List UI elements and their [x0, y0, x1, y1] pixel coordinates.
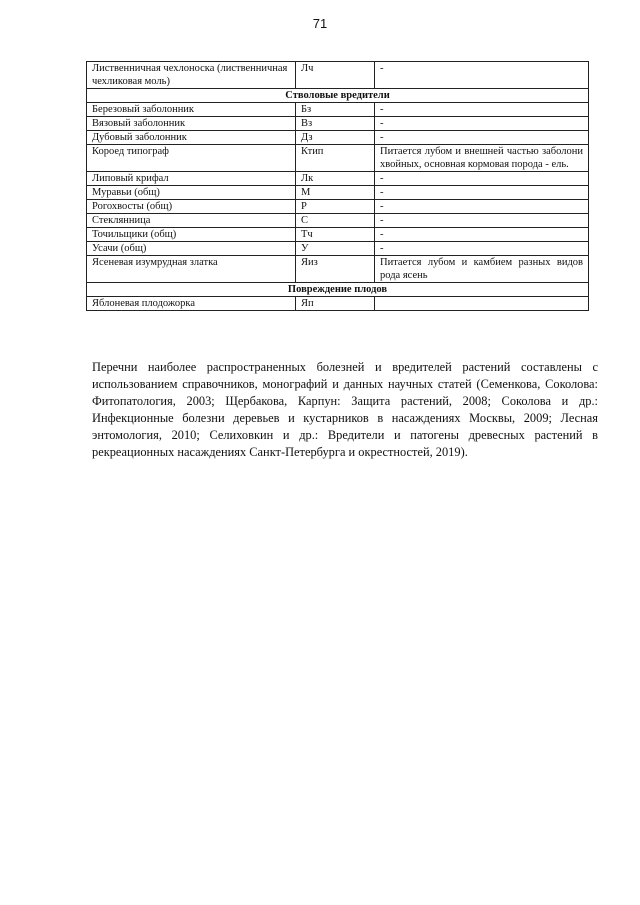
table-row [87, 242, 589, 256]
pest-name-cell: Рогохвосты (общ) [87, 200, 296, 214]
table-section-header [87, 89, 589, 103]
pest-note-cell: - [375, 103, 589, 117]
pest-name-cell: Точильщики (общ) [87, 228, 296, 242]
pest-name-cell: Березовый заболонник [87, 103, 296, 117]
table-row [87, 214, 589, 228]
pest-name-cell: Стеклянница [87, 214, 296, 228]
pest-note-cell [375, 297, 589, 311]
table-row [87, 117, 589, 131]
table-row [87, 62, 589, 89]
pest-code-cell: Ктип [296, 145, 375, 172]
pest-name-cell: Яблоневая плодожорка [87, 297, 296, 311]
table-row [87, 145, 589, 172]
pest-note-cell: - [375, 131, 589, 145]
pest-code-cell: Яп [296, 297, 375, 311]
table-row [87, 172, 589, 186]
pest-note-cell: - [375, 228, 589, 242]
pest-table [86, 61, 589, 311]
pest-code-cell: У [296, 242, 375, 256]
pest-code-cell: Вз [296, 117, 375, 131]
pest-note-cell: - [375, 186, 589, 200]
section-title: Повреждение плодов [87, 283, 589, 297]
table-row [87, 103, 589, 117]
pest-name-cell: Лиственничная чехлоноска (лиственничная чехликовая моль) [87, 62, 296, 89]
pest-code-cell: Яиз [296, 256, 375, 283]
pest-code-cell: Дз [296, 131, 375, 145]
pest-code-cell: Р [296, 200, 375, 214]
pest-code-cell: Лч [296, 62, 375, 89]
table-row [87, 131, 589, 145]
table-section-header [87, 283, 589, 297]
table-row [87, 186, 589, 200]
pest-note-cell: - [375, 62, 589, 89]
pest-name-cell: Вязовый заболонник [87, 117, 296, 131]
pest-code-cell: Тч [296, 228, 375, 242]
pest-note-cell: - [375, 242, 589, 256]
pest-note-cell: - [375, 214, 589, 228]
pest-note-cell: - [375, 172, 589, 186]
pest-name-cell: Короед типограф [87, 145, 296, 172]
pest-note-cell: - [375, 200, 589, 214]
table-row [87, 228, 589, 242]
pest-code-cell: Лк [296, 172, 375, 186]
table-row [87, 200, 589, 214]
pest-code-cell: М [296, 186, 375, 200]
sources-paragraph: Перечни наиболее распространенных болезней и вредителей растений составлены с использованием справочников, монографий и данных научных статей (Семенкова, Соколова: Фитопатология, 2003; Щербакова, Карпун: Защита растений, 2008; Соколова и др.: Инфекционные болезни деревьев и кустарников в насаждениях Москвы, 2009; Лесная энтомология, 2010; Селиховкин и др.: Вредители и патогены древесных растений в рекреационных насаждениях Санкт-Петербурга и окрестностей, 2019). [92, 360, 598, 460]
pest-name-cell: Ясеневая изумрудная златка [87, 256, 296, 283]
pest-name-cell: Липовый крифал [87, 172, 296, 186]
pest-name-cell: Муравьи (общ) [87, 186, 296, 200]
table-body [87, 62, 589, 311]
table-row [87, 297, 589, 311]
pest-note-cell: Питается лубом и внешней частью заболони хвойных, основная кормовая порода - ель. [375, 145, 589, 172]
table-row [87, 256, 589, 283]
page-number: 71 [312, 16, 328, 31]
pest-note-cell: - [375, 117, 589, 131]
pest-note-cell: Питается лубом и камбием разных видов рода ясень [375, 256, 589, 283]
section-title: Стволовые вредители [87, 89, 589, 103]
pest-code-cell: Бз [296, 103, 375, 117]
pest-code-cell: С [296, 214, 375, 228]
pest-name-cell: Дубовый заболонник [87, 131, 296, 145]
pest-name-cell: Усачи (общ) [87, 242, 296, 256]
